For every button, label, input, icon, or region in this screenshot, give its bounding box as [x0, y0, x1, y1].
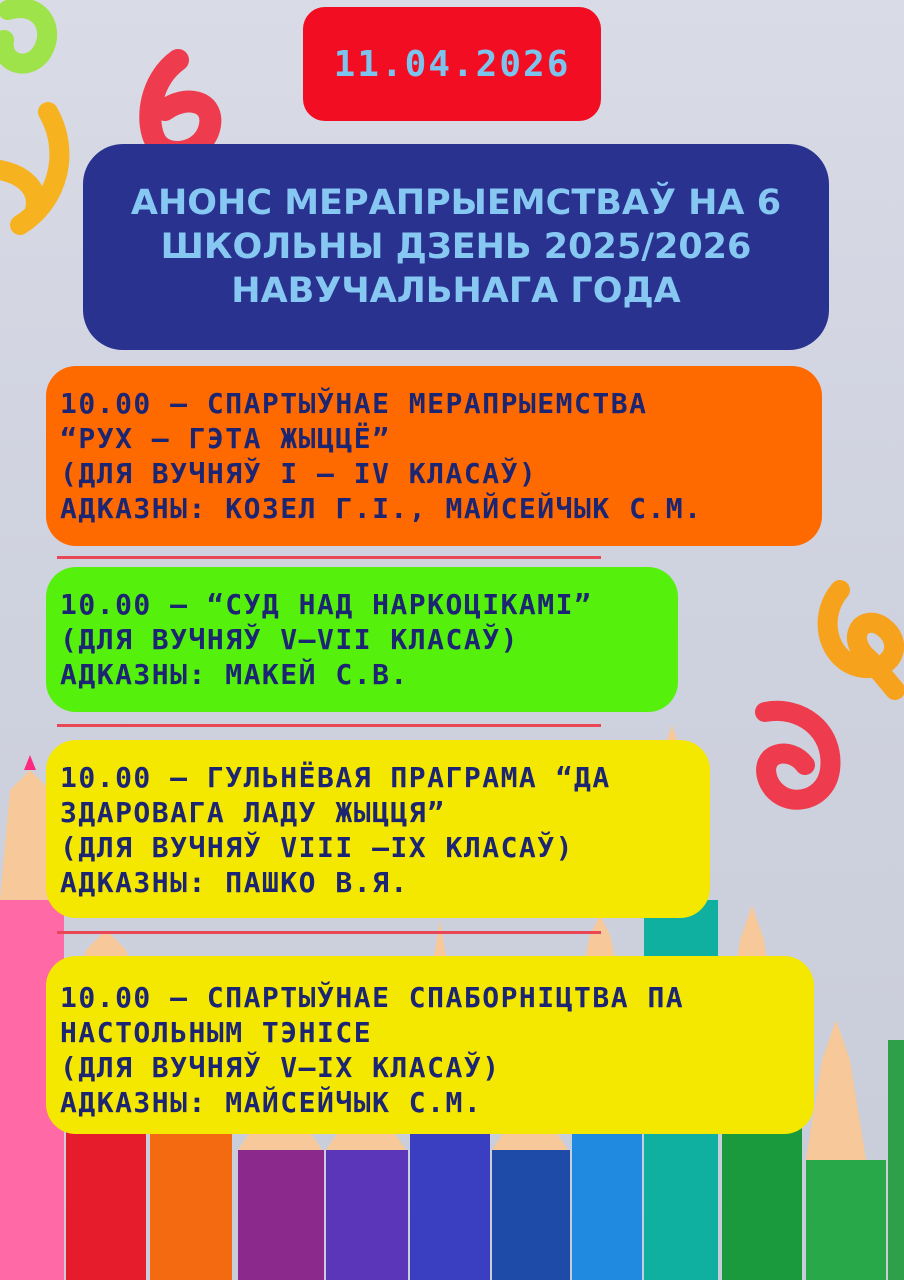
event-line: (ДЛЯ ВУЧНЯЎ І – ІV КЛАСАЎ) [60, 457, 538, 490]
event-line: 10.00 – ГУЛЬНЁВАЯ ПРАГРАМА “ДА [60, 761, 611, 794]
event-line: АДКАЗНЫ: МАЙСЕЙЧЫК С.М. [60, 1086, 483, 1119]
event-line: 10.00 – СПАРТЫЎНАЕ МЕРАПРЫЕМСТВА [60, 387, 648, 420]
event-line: 10.00 – “СУД НАД НАРКОЦІКАМІ” [60, 588, 593, 621]
announcement-title: АНОНС МЕРАПРЫЕМСТВАЎ НА 6 ШКОЛЬНЫ ДЗЕНЬ 2025/2026 НАВУЧАЛЬНАГА ГОДА [130, 183, 782, 311]
announcement-title-box [83, 144, 829, 350]
event-line: АДКАЗНЫ: КОЗЕЛ Г.І., МАЙСЕЙЧЫК С.М. [60, 492, 703, 525]
yellow-swirl-decoration [0, 112, 59, 225]
event-line: (ДЛЯ ВУЧНЯЎ V–VІІ КЛАСАЎ) [60, 623, 519, 656]
event-line: 10.00 – СПАРТЫЎНАЕ СПАБОРНІЦТВА ПА [60, 981, 685, 1014]
green-swirl-decoration [4, 8, 48, 64]
event-card-3 [46, 740, 710, 918]
red-letter-decoration [150, 60, 210, 152]
event-line: “РУХ – ГЭТА ЖЫЦЦЁ” [60, 422, 391, 455]
event-card-2 [46, 567, 678, 712]
event-line: АДКАЗНЫ: ПАШКО В.Я. [60, 866, 409, 899]
divider-line [57, 724, 601, 727]
event-line: (ДЛЯ ВУЧНЯЎ V–ІХ КЛАСАЎ) [60, 1051, 501, 1084]
divider-line [57, 556, 601, 559]
date-badge [303, 7, 601, 121]
event-line: ЗДАРОВАГА ЛАДУ ЖЫЦЦЯ” [60, 796, 446, 829]
date-label: 11.04.2026 [333, 43, 571, 85]
orange-letter-decoration [828, 590, 895, 690]
event-line: АДКАЗНЫ: МАКЕЙ С.В. [60, 658, 409, 691]
event-line: НАСТОЛЬНЫМ ТЭНІСЕ [60, 1016, 373, 1049]
event-card-1 [46, 366, 822, 546]
event-line: (ДЛЯ ВУЧНЯЎ VІІІ –ІХ КЛАСАЎ) [60, 831, 575, 864]
divider-line [57, 931, 601, 934]
event-card-4 [46, 956, 814, 1134]
red-letter-decoration-right [765, 711, 830, 800]
